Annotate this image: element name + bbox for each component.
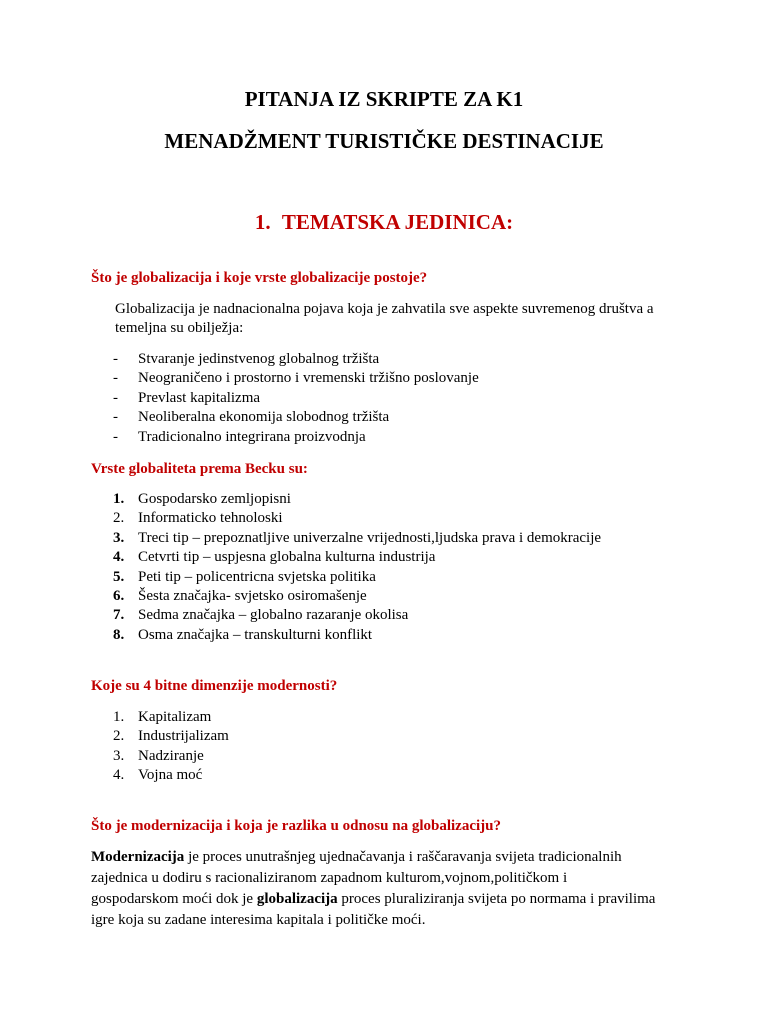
paragraph-line: gospodarskom moći dok je globalizacija proces pluraliziranja svijeta po normama i pravilima (91, 891, 656, 907)
intro-line-1: Globalizacija je nadnacionalna pojava koja je zahvatila sve aspekte suvremenog društva a (115, 301, 654, 317)
list-item: 8. Osma značajka – transkulturni konflikt (113, 626, 373, 643)
paragraph-line: igre koja su zadane interesima kapitala i političke moći. (91, 912, 426, 928)
paragraph-line: Modernizacija je proces unutrašnjeg ujednačavanja i raščaravanja svijeta tradicionalnih (91, 849, 622, 865)
list-item: 2. Informaticko tehnoloski (113, 510, 283, 527)
term-globalizacija: globalizacija (256, 891, 338, 907)
list-item: 4. Cetvrti tip – uspjesna globalna kulturna industrija (113, 549, 436, 566)
question-heading-globalizacija: Što je globalizacija i koje vrste globalizacije postoje? (91, 270, 428, 286)
section-number: 1. (254, 210, 271, 234)
list-item: - Stvaranje jedinstvenog globalnog tržišta (113, 351, 380, 367)
question-heading-beck: Vrste globaliteta prema Becku su: (91, 461, 308, 477)
list-item: - Tradicionalno integrirana proizvodnja (113, 428, 366, 445)
document-title: PITANJA IZ SKRIPTE ZA K1 (244, 87, 524, 111)
features-list (113, 350, 479, 447)
intro-paragraph (115, 300, 654, 338)
paragraph-line: zajednica u dodiru s racionaliziranom zapadnom kulturom,vojnom,političkom i (91, 870, 568, 886)
question-heading-modernost: Koje su 4 bitne dimenzije modernosti? (91, 678, 338, 694)
list-item: 6. Šesta značajka- svjetsko osiromašenje (113, 587, 367, 604)
modernost-list (113, 708, 229, 786)
list-item: 5. Peti tip – policentricna svjetska politika (113, 568, 376, 585)
section-heading (0, 210, 768, 234)
list-item: 2. Industrijalizam (113, 728, 229, 745)
list-item: - Neoliberalna ekonomija slobodnog tržišta (113, 409, 390, 426)
list-item: 1. Gospodarsko zemljopisni (113, 491, 291, 507)
intro-line-2: temeljna su obilježja: (115, 320, 244, 336)
document-subtitle: MENADŽMENT TURISTIČKE DESTINACIJE (164, 129, 604, 153)
modernizacija-paragraph (91, 847, 691, 931)
beck-list (113, 490, 601, 645)
term-modernizacija: Modernizacija (91, 849, 185, 865)
list-item: - Neograničeno i prostorno i vremenski tržišno poslovanje (113, 370, 479, 387)
list-item: 7. Sedma značajka – globalno razaranje okolisa (113, 607, 409, 624)
list-item: 1. Kapitalizam (113, 709, 212, 725)
list-item: 3. Nadziranje (113, 747, 204, 764)
question-heading-modernizacija: Što je modernizacija i koja je razlika u odnosu na globalizaciju? (91, 818, 501, 834)
list-item: 4. Vojna moć (113, 767, 203, 784)
list-item: 3. Treci tip – prepoznatljive univerzalne vrijednosti,ljudska prava i demokracije (113, 529, 602, 546)
list-item: - Prevlast kapitalizma (113, 389, 261, 406)
section-title: TEMATSKA JEDINICA: (281, 210, 514, 234)
